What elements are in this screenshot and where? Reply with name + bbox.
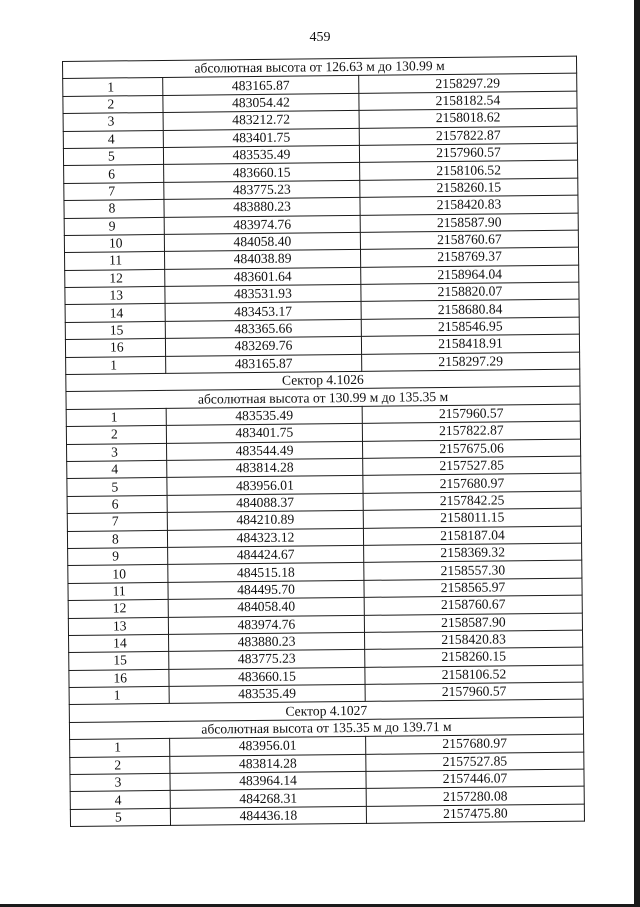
point-number: 1 [70, 739, 170, 757]
point-number: 7 [64, 182, 164, 200]
coordinate-x: 483535.49 [163, 145, 359, 164]
point-number: 14 [65, 304, 165, 322]
coordinate-x: 483814.28 [167, 458, 363, 477]
point-number: 3 [63, 113, 163, 131]
point-number: 11 [68, 582, 168, 600]
page-number: 459 [309, 30, 331, 45]
coordinate-x: 484038.89 [165, 250, 361, 269]
point-number: 4 [70, 791, 170, 809]
point-number: 16 [65, 339, 165, 357]
coordinate-x: 484323.12 [167, 528, 363, 547]
coordinate-x: 483601.64 [165, 267, 361, 286]
point-number: 5 [63, 147, 163, 165]
coordinate-y: 2158297.29 [362, 352, 580, 372]
point-number: 7 [67, 513, 167, 531]
coordinate-x: 483401.75 [163, 128, 359, 147]
coordinate-x: 483775.23 [169, 650, 365, 669]
coordinate-y: 2157475.80 [366, 804, 584, 824]
coordinate-y: 2158565.97 [364, 578, 582, 598]
coordinate-x: 483535.49 [169, 684, 365, 703]
altitude-range: абсолютная высота от 135.35 м до 139.71 м [69, 717, 583, 740]
coordinate-y: 2158546.95 [361, 317, 579, 337]
coordinate-y: 2158297.29 [359, 74, 577, 94]
coordinate-x: 484058.40 [164, 232, 360, 251]
coordinate-y: 2158760.67 [364, 595, 582, 615]
point-number: 10 [68, 565, 168, 583]
coordinate-y: 2158369.32 [364, 543, 582, 563]
coordinate-x: 483660.15 [164, 163, 360, 182]
point-number: 15 [69, 652, 169, 670]
point-number: 15 [65, 321, 165, 339]
coordinate-x: 483974.76 [168, 615, 364, 634]
point-number: 13 [68, 617, 168, 635]
point-number: 14 [69, 634, 169, 652]
coordinate-y: 2157822.87 [362, 421, 580, 441]
point-number: 8 [64, 200, 164, 218]
coordinate-y: 2157822.87 [359, 126, 577, 146]
coordinate-y: 2158769.37 [360, 247, 578, 267]
point-number: 5 [70, 808, 170, 826]
coordinate-x: 484436.18 [170, 806, 366, 825]
point-number: 2 [66, 426, 166, 444]
point-number: 2 [70, 756, 170, 774]
coordinate-y: 2158587.90 [364, 613, 582, 633]
coordinate-y: 2157842.25 [363, 491, 581, 511]
coordinate-x: 483964.14 [170, 771, 366, 790]
coordinate-x: 484058.40 [168, 597, 364, 616]
point-number: 6 [67, 495, 167, 513]
coordinate-x: 483453.17 [165, 302, 361, 321]
coordinate-x: 483535.49 [166, 406, 362, 425]
coordinate-x: 483165.87 [166, 354, 362, 373]
coordinate-y: 2158680.84 [361, 300, 579, 320]
coordinate-x: 483401.75 [166, 424, 362, 443]
coordinate-y: 2157527.85 [363, 456, 581, 476]
coordinate-x: 484495.70 [168, 580, 364, 599]
coordinate-x: 483956.01 [167, 476, 363, 495]
sector-title: Сектор 4.1026 [66, 369, 580, 392]
point-number: 3 [67, 443, 167, 461]
coordinate-x: 483531.93 [165, 284, 361, 303]
coordinate-y: 2158557.30 [364, 560, 582, 580]
point-number: 1 [66, 356, 166, 374]
coordinate-x: 483956.01 [170, 737, 366, 756]
point-number: 12 [68, 600, 168, 618]
coordinate-x: 484210.89 [167, 511, 363, 530]
point-number: 13 [65, 287, 165, 305]
coordinate-y: 2158260.15 [360, 178, 578, 198]
coordinate-x: 484088.37 [167, 493, 363, 512]
coordinate-x: 484424.67 [168, 545, 364, 564]
coordinate-x: 483660.15 [169, 667, 365, 686]
point-number: 1 [69, 686, 169, 704]
sector-title: Сектор 4.1027 [69, 700, 583, 723]
coordinate-y: 2157675.06 [362, 439, 580, 459]
point-number: 2 [63, 95, 163, 113]
coordinate-y: 2158820.07 [361, 282, 579, 302]
point-number: 16 [69, 669, 169, 687]
coordinate-y: 2157527.85 [366, 752, 584, 772]
point-number: 4 [63, 130, 163, 148]
coordinate-y: 2158106.52 [365, 665, 583, 685]
point-number: 5 [67, 478, 167, 496]
coordinate-y: 2157446.07 [366, 769, 584, 789]
coordinate-x: 483365.66 [165, 319, 361, 338]
point-number: 11 [65, 252, 165, 270]
coordinate-x: 483775.23 [164, 180, 360, 199]
coordinate-y: 2158418.91 [361, 334, 579, 354]
coordinate-y: 2158187.04 [363, 526, 581, 546]
coordinate-y: 2158011.15 [363, 508, 581, 528]
coordinate-y: 2157960.57 [359, 143, 577, 163]
coordinate-x: 483974.76 [164, 215, 360, 234]
coordinate-x: 483814.28 [170, 754, 366, 773]
coordinate-x: 483212.72 [163, 111, 359, 130]
coordinate-x: 483269.76 [165, 337, 361, 356]
scan-edge-right [634, 0, 640, 907]
coordinate-x: 484268.31 [170, 789, 366, 808]
coordinate-x: 484515.18 [168, 563, 364, 582]
coordinate-y: 2158260.15 [365, 647, 583, 667]
coordinate-y: 2158420.83 [364, 630, 582, 650]
coordinate-y: 2158106.52 [360, 160, 578, 180]
coordinate-y: 2157680.97 [366, 734, 584, 754]
coordinate-y: 2158587.90 [360, 213, 578, 233]
coordinate-x: 483880.23 [169, 632, 365, 651]
point-number: 3 [70, 773, 170, 791]
coordinate-y: 2158964.04 [361, 265, 579, 285]
coordinate-y: 2158018.62 [359, 108, 577, 128]
coordinate-y: 2157960.57 [362, 404, 580, 424]
coordinate-x: 483165.87 [163, 76, 359, 95]
point-number: 9 [68, 547, 168, 565]
coordinate-x: 483054.42 [163, 93, 359, 112]
point-number: 12 [65, 269, 165, 287]
point-number: 8 [67, 530, 167, 548]
point-number: 4 [67, 460, 167, 478]
coordinates-table [62, 56, 585, 828]
point-number: 10 [64, 234, 164, 252]
point-number: 6 [64, 165, 164, 183]
coordinate-x: 483544.49 [167, 441, 363, 460]
coordinate-x: 483880.23 [164, 198, 360, 217]
coordinate-y: 2157960.57 [365, 682, 583, 702]
point-number: 1 [66, 408, 166, 426]
point-number: 1 [63, 78, 163, 96]
altitude-range: абсолютная высота от 130.99 м до 135.35 м [66, 387, 580, 410]
coordinate-y: 2157280.08 [366, 786, 584, 806]
coordinate-y: 2158182.54 [359, 91, 577, 111]
altitude-range: абсолютная высота от 126.63 м до 130.99 м [63, 56, 577, 79]
coordinate-y: 2157680.97 [363, 473, 581, 493]
coordinate-y: 2158760.67 [360, 230, 578, 250]
point-number: 9 [64, 217, 164, 235]
coordinate-y: 2158420.83 [360, 195, 578, 215]
